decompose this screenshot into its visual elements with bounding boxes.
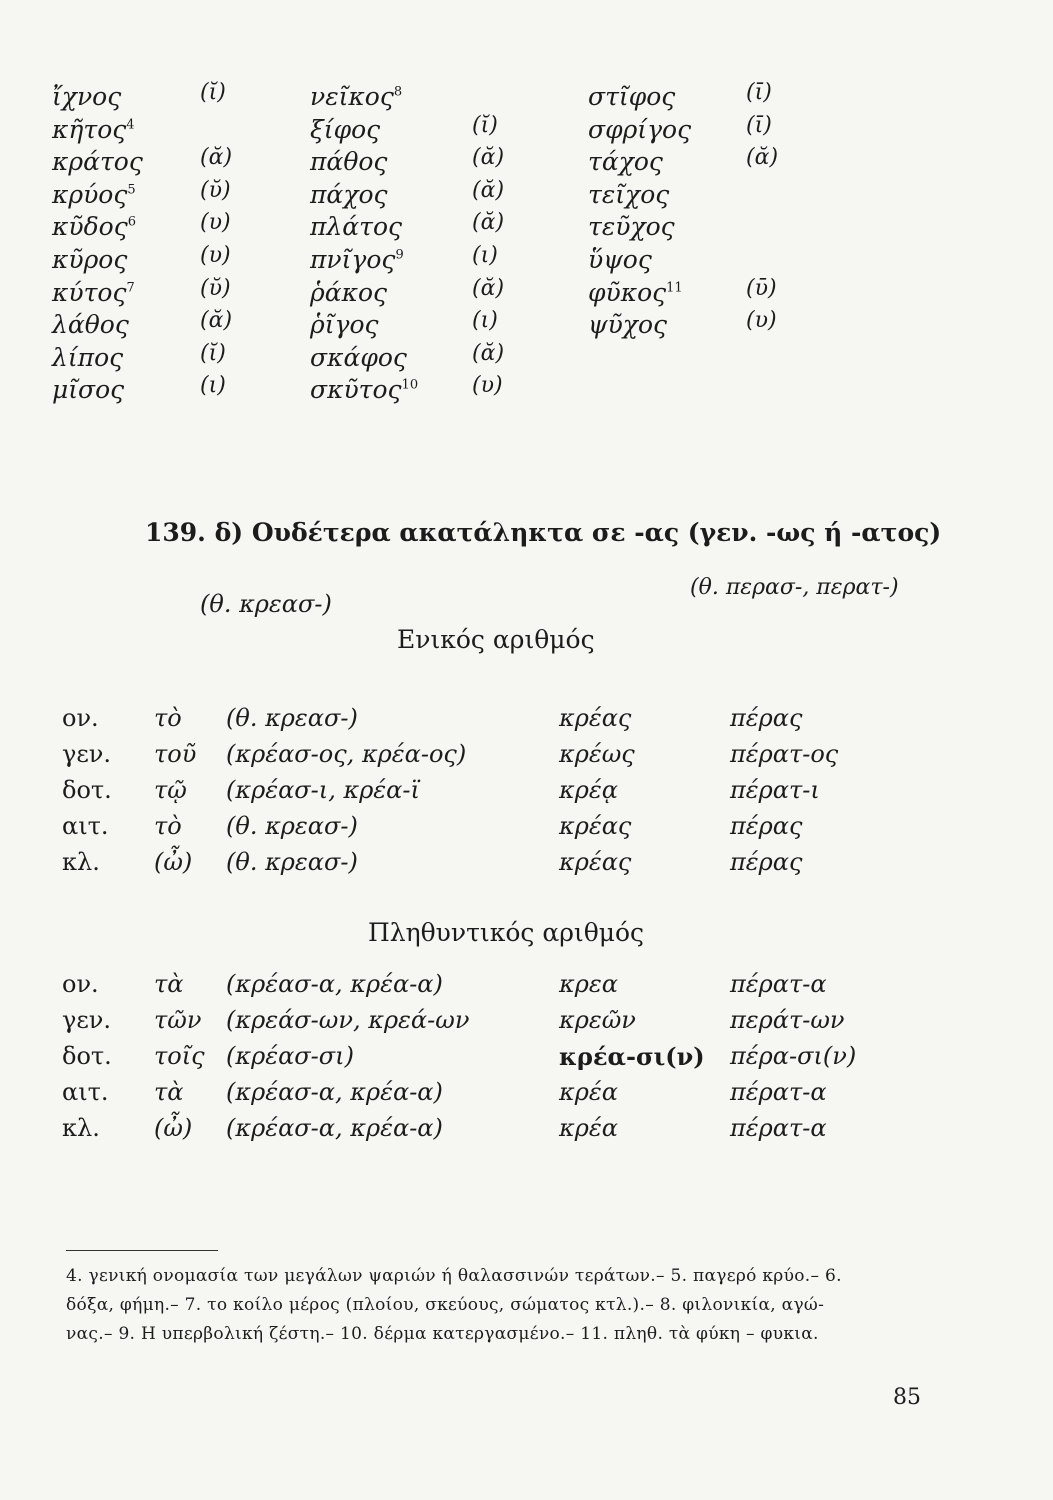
declension-row: [62, 848, 882, 884]
word-entry: [588, 278, 683, 307]
declension-row: [62, 740, 882, 776]
word-text: σφρίγος: [588, 114, 692, 144]
article: τοῖς: [154, 1042, 205, 1070]
analysis-form: (κρέασ-α, κρέα-α): [226, 970, 443, 998]
peras-form: πέρας: [730, 812, 803, 840]
word-text: μῖσος: [52, 375, 125, 405]
case-label: κλ.: [62, 848, 100, 876]
quantity-mark: (ῡ): [746, 275, 777, 301]
kreas-form: κρέα: [559, 1078, 618, 1106]
analysis-form: (κρέασ-α, κρέα-α): [226, 1114, 443, 1142]
quantity-mark: (ᾰ): [472, 275, 505, 301]
word-list-row: [52, 340, 812, 376]
word-entry: [310, 115, 380, 144]
case-label: γεν.: [62, 1006, 111, 1034]
word-entry: [52, 310, 129, 339]
word-list-row: [52, 82, 812, 115]
word-entry: [588, 115, 691, 144]
word-text: πλάτος: [310, 212, 403, 242]
peras-form: πέρατ-ος: [730, 740, 839, 768]
word-list-row: [52, 242, 812, 278]
declension-row: [62, 1078, 882, 1114]
word-text: ῥάκος: [310, 277, 388, 307]
word-text: ἴχνος: [52, 82, 122, 111]
word-list-row: [52, 147, 812, 180]
peras-form: πέρας: [730, 848, 803, 876]
peras-form: πέρα-σι(ν): [730, 1042, 857, 1070]
declension-row: [62, 1042, 882, 1078]
quantity-mark: (ῠ): [200, 177, 231, 203]
word-text: πνῖγος: [310, 244, 396, 274]
word-text: τεῖχος: [588, 179, 670, 209]
footnote-rule: [66, 1250, 218, 1251]
quantity-mark: (ᾰ): [472, 145, 505, 171]
quantity-mark: (ᾰ): [472, 340, 505, 366]
peras-form: πέρας: [730, 704, 803, 732]
case-label: γεν.: [62, 740, 111, 768]
analysis-form: (κρέασ-ος, κρέα-ος): [226, 740, 467, 768]
article: τὸ: [154, 704, 182, 732]
quantity-mark: (ῐ): [200, 340, 226, 366]
theme-peras: (θ. περασ-, περατ-): [690, 575, 899, 600]
word-text: λάθος: [52, 310, 129, 340]
article: τὰ: [154, 1078, 184, 1106]
declension-row: [62, 1006, 882, 1042]
plural-title: Πληθυντικός αριθμός: [368, 918, 645, 947]
word-text: σκῦτος: [310, 375, 402, 405]
word-entry: [310, 180, 388, 209]
quantity-mark: (ῑ): [746, 80, 772, 105]
kreas-form: κρέας: [559, 848, 632, 876]
quantity-mark: (ῠ): [200, 275, 231, 301]
word-entry: [588, 82, 675, 111]
quantity-mark: (ᾰ): [746, 145, 779, 171]
word-entry: [310, 245, 404, 274]
word-text: φῦκος: [588, 277, 667, 307]
case-label: ον.: [62, 704, 99, 732]
footnote-line: 4. γενική ονομασία των μεγάλων ψαριών ή θαλασσινών τεράτων.– 5. παγερό κρύο.– 6.: [66, 1266, 842, 1286]
case-label: αιτ.: [62, 812, 109, 840]
word-list-row: [52, 310, 812, 343]
article: (ὦ): [154, 1114, 193, 1142]
declension-row: [62, 776, 882, 812]
kreas-form: κρέᾳ: [559, 776, 618, 804]
word-text: τεῦχος: [588, 212, 675, 242]
quantity-mark: (ᾰ): [472, 177, 505, 203]
word-entry: [52, 180, 136, 209]
quantity-mark: (ῐ): [472, 112, 498, 138]
article: (ὦ): [154, 848, 193, 876]
word-list-row: [52, 177, 812, 213]
quantity-mark: (ᾰ): [472, 210, 505, 236]
footnote-ref: 6: [127, 215, 136, 231]
word-text: κρύος: [52, 179, 128, 209]
word-entry: [588, 212, 675, 241]
word-entry: [52, 212, 136, 241]
word-list-row: [52, 212, 812, 245]
footnote-line: νας.– 9. Η υπερβολική ζέστη.– 10. δέρμα κατεργασμένο.– 11. πληθ. τὰ φύκη – φυκια.: [66, 1324, 819, 1344]
analysis-form: (κρέασ-σι): [226, 1042, 354, 1070]
quantity-mark: (υ): [472, 373, 503, 399]
word-text: νεῖκος: [310, 82, 394, 111]
footnote-ref: 5: [127, 182, 136, 198]
declension-row: [62, 704, 882, 740]
footnote-ref: 11: [666, 280, 683, 296]
word-text: κράτος: [52, 147, 143, 177]
word-text: πάχος: [310, 179, 388, 209]
section-number: 139.: [145, 518, 206, 547]
article: τὸ: [154, 812, 182, 840]
word-entry: [310, 278, 387, 307]
word-text: κῦδος: [52, 212, 128, 242]
case-label: δοτ.: [62, 776, 112, 804]
analysis-form: (θ. κρεασ-): [226, 812, 358, 840]
footnote-ref: 9: [395, 247, 404, 263]
singular-title: Ενικός αριθμός: [397, 625, 595, 654]
word-entry: [310, 310, 379, 339]
footnote-ref: 8: [393, 84, 403, 100]
quantity-mark: (υ): [746, 308, 777, 334]
peras-form: πέρατ-ι: [730, 776, 820, 804]
word-entry: [588, 180, 669, 209]
word-text: τάχος: [588, 147, 663, 177]
word-entry: [52, 245, 127, 274]
footnotes: [66, 1262, 946, 1349]
word-text: κύτος: [52, 277, 127, 307]
word-entry: [52, 343, 123, 372]
word-list-row: [52, 112, 812, 148]
quantity-mark: (υ): [200, 210, 231, 236]
article: τῷ: [154, 776, 187, 804]
quantity-mark: (ᾰ): [200, 308, 233, 334]
footnote-ref: 7: [126, 280, 135, 296]
kreas-form: κρέως: [559, 740, 635, 768]
word-entry: [310, 343, 407, 372]
quantity-mark: (ι): [200, 373, 226, 399]
kreas-form: κρέας: [559, 812, 632, 840]
theme-kreas: (θ. κρεασ-): [200, 590, 332, 618]
article: τοῦ: [154, 740, 197, 768]
word-text: σκάφος: [310, 342, 407, 372]
word-text: στῖφος: [588, 82, 676, 111]
word-entry: [588, 245, 652, 274]
section-heading: [145, 518, 941, 547]
word-entry: [52, 278, 135, 307]
footnote-line: δόξα, φήμη.– 7. το κοίλο μέρος (πλοίου, σκεύους, σώματος κτλ.).– 8. φιλονικία, αγώ-: [66, 1295, 825, 1315]
kreas-form: κρέας: [559, 704, 632, 732]
kreas-form: κρεα: [559, 970, 618, 998]
analysis-form: (κρέασ-α, κρέα-α): [226, 1078, 443, 1106]
word-list-row: [52, 375, 812, 408]
word-text: πάθος: [310, 147, 388, 177]
quantity-mark: (ι): [472, 308, 498, 334]
case-label: κλ.: [62, 1114, 100, 1142]
word-list: [52, 82, 812, 408]
word-entry: [310, 375, 418, 404]
word-entry: [52, 82, 121, 111]
word-entry: [310, 212, 402, 241]
word-entry: [52, 375, 124, 404]
section-heading-text: δ) Ουδέτερα ακατάληκτα σε -ας (γεν. -ως ή -ατος): [214, 518, 942, 547]
case-label: δοτ.: [62, 1042, 112, 1070]
footnote-ref: 4: [126, 117, 135, 133]
peras-form: πέρατ-α: [730, 1114, 827, 1142]
plural-table: [62, 970, 882, 1150]
kreas-form: κρέα-σι(ν): [559, 1042, 705, 1071]
word-entry: [588, 310, 667, 339]
quantity-mark: (ῐ): [200, 80, 226, 105]
word-text: ξίφος: [310, 114, 381, 144]
quantity-mark: (ι): [472, 242, 498, 268]
word-text: λίπος: [52, 342, 124, 372]
word-text: ψῦχος: [588, 310, 668, 340]
word-entry: [52, 115, 135, 144]
declension-row: [62, 812, 882, 848]
declension-row: [62, 1114, 882, 1150]
peras-form: πέρατ-α: [730, 970, 827, 998]
word-text: κῆτος: [52, 114, 127, 144]
analysis-form: (κρεάσ-ων, κρεά-ων: [226, 1006, 470, 1034]
peras-form: πέρατ-α: [730, 1078, 827, 1106]
word-entry: [310, 82, 402, 111]
article: τῶν: [154, 1006, 202, 1034]
analysis-form: (θ. κρεασ-): [226, 704, 358, 732]
kreas-form: κρεῶν: [559, 1006, 636, 1034]
word-entry: [310, 147, 387, 176]
declension-row: [62, 970, 882, 1006]
singular-table: [62, 704, 882, 884]
analysis-form: (κρέασ-ι, κρέα-ϊ: [226, 776, 420, 804]
word-entry: [588, 147, 663, 176]
analysis-form: (θ. κρεασ-): [226, 848, 358, 876]
word-entry: [52, 147, 143, 176]
word-text: κῦρος: [52, 244, 128, 274]
footnote-ref: 10: [401, 378, 419, 394]
case-label: ον.: [62, 970, 99, 998]
kreas-form: κρέα: [559, 1114, 618, 1142]
word-list-row: [52, 275, 812, 311]
quantity-mark: (ᾰ): [200, 145, 233, 171]
page-number: 85: [893, 1385, 921, 1410]
quantity-mark: (ῑ): [746, 112, 772, 138]
quantity-mark: (υ): [200, 242, 231, 268]
peras-form: περάτ-ων: [730, 1006, 845, 1034]
article: τὰ: [154, 970, 184, 998]
case-label: αιτ.: [62, 1078, 109, 1106]
word-text: ῥῖγος: [310, 310, 379, 340]
word-text: ὕψος: [588, 244, 652, 274]
